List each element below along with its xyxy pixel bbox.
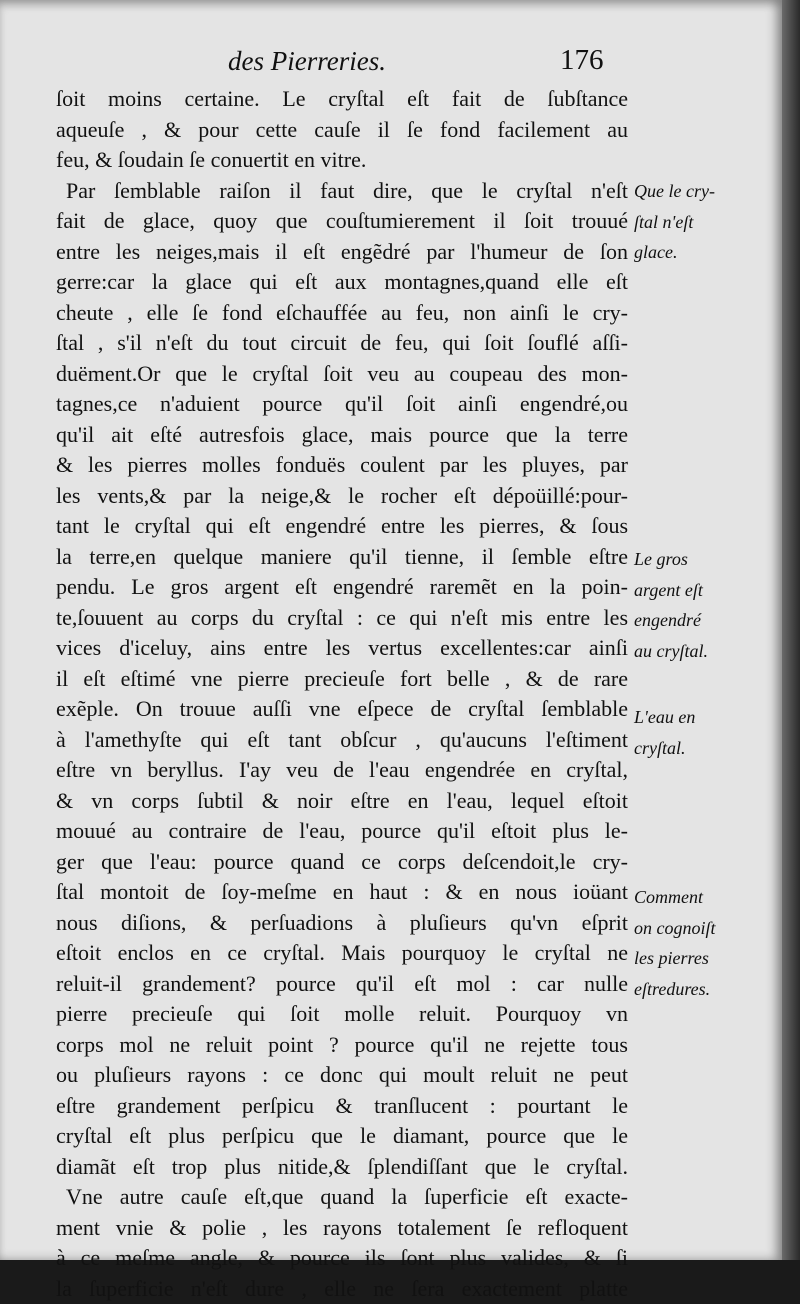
text-line: eſtoit enclos en ce cryſtal. Mais pourquoy le cryſtal ne	[56, 938, 628, 969]
text-line: reluit-il grandement? pource qu'il eſt mol : car nulle	[56, 969, 628, 1000]
text-line: ger que l'eau: pource quand ce corps deſcendoit,le cry-	[56, 847, 628, 878]
text-line: ſtal montoit de ſoy-meſme en haut : & en nous ioüant	[56, 877, 628, 908]
text-line: pierre precieuſe qui ſoit molle reluit. Pourquoy vn	[56, 999, 628, 1030]
text-line: gerre:car la glace qui eſt aux montagnes,quand elle eſt	[56, 267, 628, 298]
text-line: qu'il ait eſté autresfois glace, mais pource que la terre	[56, 420, 628, 451]
margin-note-crystal-not-ice	[634, 176, 764, 268]
margin-note-line: Que le cry-	[634, 176, 764, 207]
text-line: à l'amethyſte qui eſt tant obſcur , qu'aucuns l'eſtiment	[56, 725, 628, 756]
margin-note-hard-stones	[634, 882, 764, 1004]
text-line: feu, & ſoudain ſe conuertit en vitre.	[56, 145, 628, 176]
margin-note-line: ſtal n'eſt	[634, 207, 764, 238]
margin-note-line: glace.	[634, 237, 764, 268]
text-line: ſtal , s'il n'eſt du tout circuit de feu, qui ſoit ſouflé aſſi-	[56, 328, 628, 359]
margin-note-silver-in-crystal	[634, 544, 764, 666]
text-line: pendu. Le gros argent eſt engendré raremẽt en la poin-	[56, 572, 628, 603]
text-line: Par ſemblable raiſon il faut dire, que le cryſtal n'eſt	[56, 176, 628, 207]
text-line: & vn corps ſubtil & noir eſtre en l'eau, lequel eſtoit	[56, 786, 628, 817]
text-line: cryſtal eſt plus perſpicu que le diamant, pource que le	[56, 1121, 628, 1152]
body-text	[56, 84, 628, 1304]
margin-note-line: au cryſtal.	[634, 636, 764, 667]
text-line: tagnes,ce n'aduient pource qu'il ſoit ainſi engendré,ou	[56, 389, 628, 420]
margin-note-water-in-crystal	[634, 702, 764, 763]
book-edge-shadow	[782, 0, 800, 1260]
text-line: ou pluſieurs rayons : ce donc qui moult reluit ne peut	[56, 1060, 628, 1091]
text-line: cheute , elle ſe fond eſchauffée au feu, non ainſi le cry-	[56, 298, 628, 329]
text-line: te,ſouuent au corps du cryſtal : ce qui n'eſt mis entre les	[56, 603, 628, 634]
text-line: tant le cryſtal qui eſt engendré entre les pierres, & ſous	[56, 511, 628, 542]
text-line: entre les neiges,mais il eſt engẽdré par l'humeur de ſon	[56, 237, 628, 268]
text-line: les vents,& par la neige,& le rocher eſt dépoüillé:pour-	[56, 481, 628, 512]
text-line: ment vnie & polie , les rayons totalement ſe refloquent	[56, 1213, 628, 1244]
running-title: des Pierreries.	[228, 46, 386, 77]
text-line: eſtre grandement perſpicu & tranſlucent : pourtant le	[56, 1091, 628, 1122]
text-line: la terre,en quelque maniere qu'il tienne, il ſemble eſtre	[56, 542, 628, 573]
text-line: fait de glace, quoy que couſtumierement il ſoit trouué	[56, 206, 628, 237]
margin-note-line: les pierres	[634, 943, 764, 974]
text-line: ſoit moins certaine. Le cryſtal eſt fait de ſubſtance	[56, 84, 628, 115]
text-line: vices d'iceluy, ains entre les vertus excellentes:car ainſi	[56, 633, 628, 664]
page-number: 176	[560, 44, 604, 77]
text-line: Vne autre cauſe eſt,que quand la ſuperficie eſt exacte-	[56, 1182, 628, 1213]
text-line: nous diſions, & perſuadions à pluſieurs qu'vn eſprit	[56, 908, 628, 939]
margin-note-line: argent eſt	[634, 575, 764, 606]
text-line: il eſt eſtimé vne pierre precieuſe fort belle , & de rare	[56, 664, 628, 695]
text-line: & les pierres molles fonduës coulent par les pluyes, par	[56, 450, 628, 481]
margin-note-line: engendré	[634, 605, 764, 636]
text-line: eſtre vn beryllus. I'ay veu de l'eau engendrée en cryſtal,	[56, 755, 628, 786]
page-header	[0, 46, 782, 86]
text-line: mouué au contraire de l'eau, pource qu'il eſtoit plus le-	[56, 816, 628, 847]
margin-note-line: Le gros	[634, 544, 764, 575]
margin-note-line: Comment	[634, 882, 764, 913]
text-line: corps mol ne reluit point ? pource qu'il ne rejette tous	[56, 1030, 628, 1061]
text-line: diamãt eſt trop plus nitide,& ſplendiſſant que le cryſtal.	[56, 1152, 628, 1183]
margin-note-line: on cognoiſt	[634, 913, 764, 944]
text-line: aqueuſe , & pour cette cauſe il ſe fond facilement au	[56, 115, 628, 146]
text-line: exẽple. On trouue auſſi vne eſpece de cryſtal ſemblable	[56, 694, 628, 725]
text-line: à ce meſme angle, & pource ils ſont plus valides, & ſi	[56, 1243, 628, 1274]
margin-note-line: eſtredures.	[634, 974, 764, 1005]
margin-note-line: cryſtal.	[634, 733, 764, 764]
margin-note-line: L'eau en	[634, 702, 764, 733]
text-line: la ſuperficie n'eſt dure , elle ne ſera exactement platte	[56, 1274, 628, 1304]
text-line: duëment.Or que le cryſtal ſoit veu au coupeau des mon-	[56, 359, 628, 390]
